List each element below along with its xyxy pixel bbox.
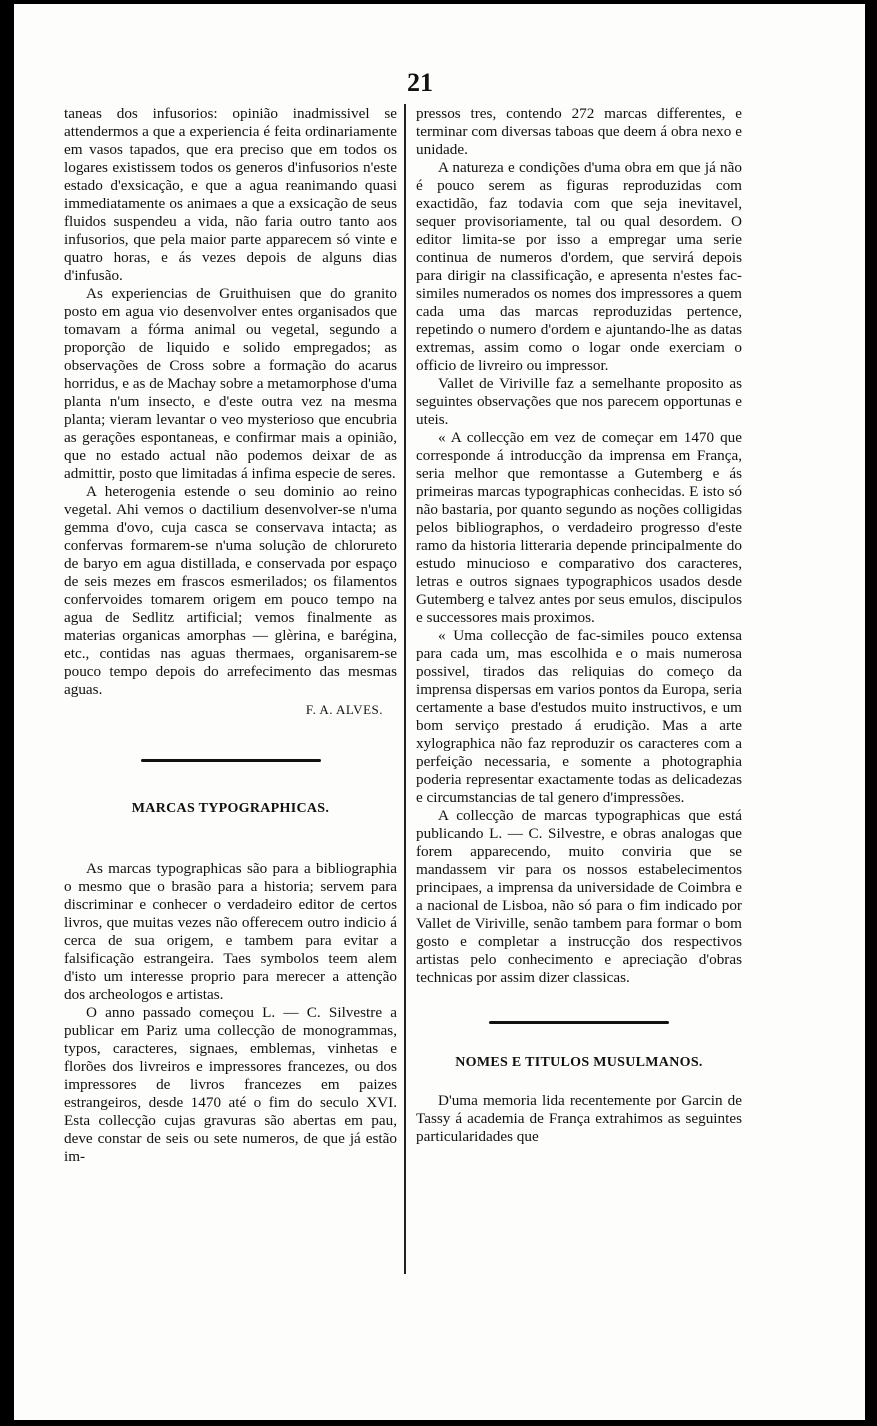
section-heading-nomes: NOMES E TITULOS MUSULMANOS. <box>455 1055 703 1070</box>
section-heading-marcas: MARCAS TYPOGRAPHICAS. <box>131 801 330 816</box>
left-paragraph-5: O anno passado começou L. — C. Silvestre a publicar em Pariz uma collecção de monogrammas, typos, caracteres, signaes, emblemas, vinhetas e florões dos livreiros e impressores francezes, ou dos impressores de livros francezes em paizes estrangeiros, desde 1470 até o fim do seculo XVI. Esta collecção cujas gravuras são abertas em pau, deve constar de seis ou sete numeros, de que já estão im- <box>64 1004 397 1165</box>
left-paragraph-4: As marcas typographicas são para a bibliographia o mesmo que o brasão para a historia; servem para discriminar e conhecer o verdadeiro editor de certos livros, que muitas vezes não offerecem outro indicio á cerca de sua origem, e tambem para evitar a falsificação estrangeira. Taes symbolos teem alem d'isto um interesse proprio para merecer a attenção dos archeologos e artistas. <box>64 860 397 1003</box>
left-paragraph-1: taneas dos infusorios: opinião inadmissivel se attendermos a que a experiencia é feita ordinariamente em vasos tapados, que era preciso que em todos os logares existissem todos os generos d'infusorios n'este estado d'exsicação, e que a agua reanimando quasi immediatamente os animaes a que a exsicação de seus fluidos suspendeu a vida, não faria outro tanto aos infusorios, que pela maior parte apparecem só vinte e quatro horas, e ás vezes depois de alguns dias d'infusão. <box>64 105 397 284</box>
right-paragraph-6: A collecção de marcas typographicas que está publicando L. — C. Silvestre, e obras analogas que forem apparecendo, muito conviria que se mandassem vir para os nossos estabelecimentos principaes, a imprensa da universidade de Coimbra e a nacional de Lisboa, não só para o fim indicado por Vallet de Viriville, senão tambem para formar o bom gosto e completar a instrucção dos respectivos artistas pelo conhecimento e apreciação d'obras technicas por assim dizer classicas. <box>416 807 742 986</box>
right-paragraph-2: A natureza e condições d'uma obra em que já não é pouco serem as figuras reproduzidas com exactidão, faz todavia com que seja inevitavel, sequer provisoriamente, tal ou qual desordem. O editor limita-se por isso a empregar uma serie continua de numeros d'ordem, que servirá depois para dirigir na classificação, e apresenta n'estes fac-similes numerados os nomes dos impressores a quem cada uma das marcas reproduzidas pertence, repetindo o numero d'ordem e ajuntando-lhe as datas extremas, assim como o logar onde exerciam o officio de livreiro ou impressor. <box>416 159 742 374</box>
right-paragraph-5: « Uma collecção de fac-similes pouco extensa para cada um, mas escolhida e o mais numerosa possivel, tirados das reliquias do começo da imprensa dispersas em varios pontos da Europa, seria certamente a base d'estudos muito instructivos, e um bom serviço prestado á erudição. Mas a arte xylographica não faz reproduzir os caracteres com a perfeição necessaria, e somente a photographia poderia representar exactamente todas as delicadezas e circumstancias de tal genero d'impressões. <box>416 627 742 806</box>
right-paragraph-4: « A collecção em vez de começar em 1470 que corresponde á introducção da imprensa em França, seria melhor que remontasse a Gutemberg e ás primeiras marcas typographicas conhecidas. E isto só não bastaria, por quanto segundo as noções colligidas pelos bibliographos, o verdadeiro progresso d'este ramo da historia litteraria depende principalmente do estudo minucioso e comparativo dos caracteres, letras e outros signaes typographicos usados desde Gutemberg e talvez antes por seus emulos, discipulos e successores mais proximos. <box>416 429 742 626</box>
left-paragraph-3: A heterogenia estende o seu dominio ao reino vegetal. Ahi vemos o dactilium desenvolver-se n'uma gemma d'ovo, cuja casca se conservava intacta; as confervas formarem-se n'uma solução de chlorureto de baryo em agua distillada, e conservada por espaço de seis mezes em frascos esmerilados; os filamentos confervoides tomarem origem em pouco tempo na agua de Sedlitz artificial; vemos finalmente as materias organicas amorphas — glèrina, e barégina, etc., contidas nas aguas thermaes, organisarem-se pouco tempo depois do arrefecimento das mesmas aguas. <box>64 483 397 698</box>
column-divider <box>404 104 406 1274</box>
article-signature: F. A. ALVES. <box>305 702 383 717</box>
right-column <box>416 105 742 1146</box>
section-rule-left <box>141 759 321 762</box>
left-paragraph-2: As experiencias de Gruithuisen que do granito posto em agua vio desenvolver entes organisados que tomavam a fórma animal ou vegetal, segundo a proporção de liquido e solido empregados; as observações de Cross sobre a formação do acarus horridus, e as de Machay sobre a metamorphose d'uma planta n'um insecto, e d'este outra vez na mesma planta; vieram levantar o veo mysterioso que encubria as gerações espontaneas, e confirmar mais a opinião, que no estado actual não podemos deixar de as admittir, posto que limitadas á infima especie de seres. <box>64 285 397 482</box>
right-paragraph-3: Vallet de Viriville faz a semelhante proposito as seguintes observações que nos parecem opportunas e uteis. <box>416 375 742 428</box>
page-number: 21 <box>407 68 433 97</box>
section-rule-right <box>489 1021 669 1024</box>
right-paragraph-7: D'uma memoria lida recentemente por Garcin de Tassy á academia de França extrahimos as seguintes particularidades que <box>416 1092 742 1145</box>
right-paragraph-1: pressos tres, contendo 272 marcas differentes, e terminar com diversas taboas que deem á obra nexo e unidade. <box>416 105 742 158</box>
left-column <box>64 105 397 1166</box>
